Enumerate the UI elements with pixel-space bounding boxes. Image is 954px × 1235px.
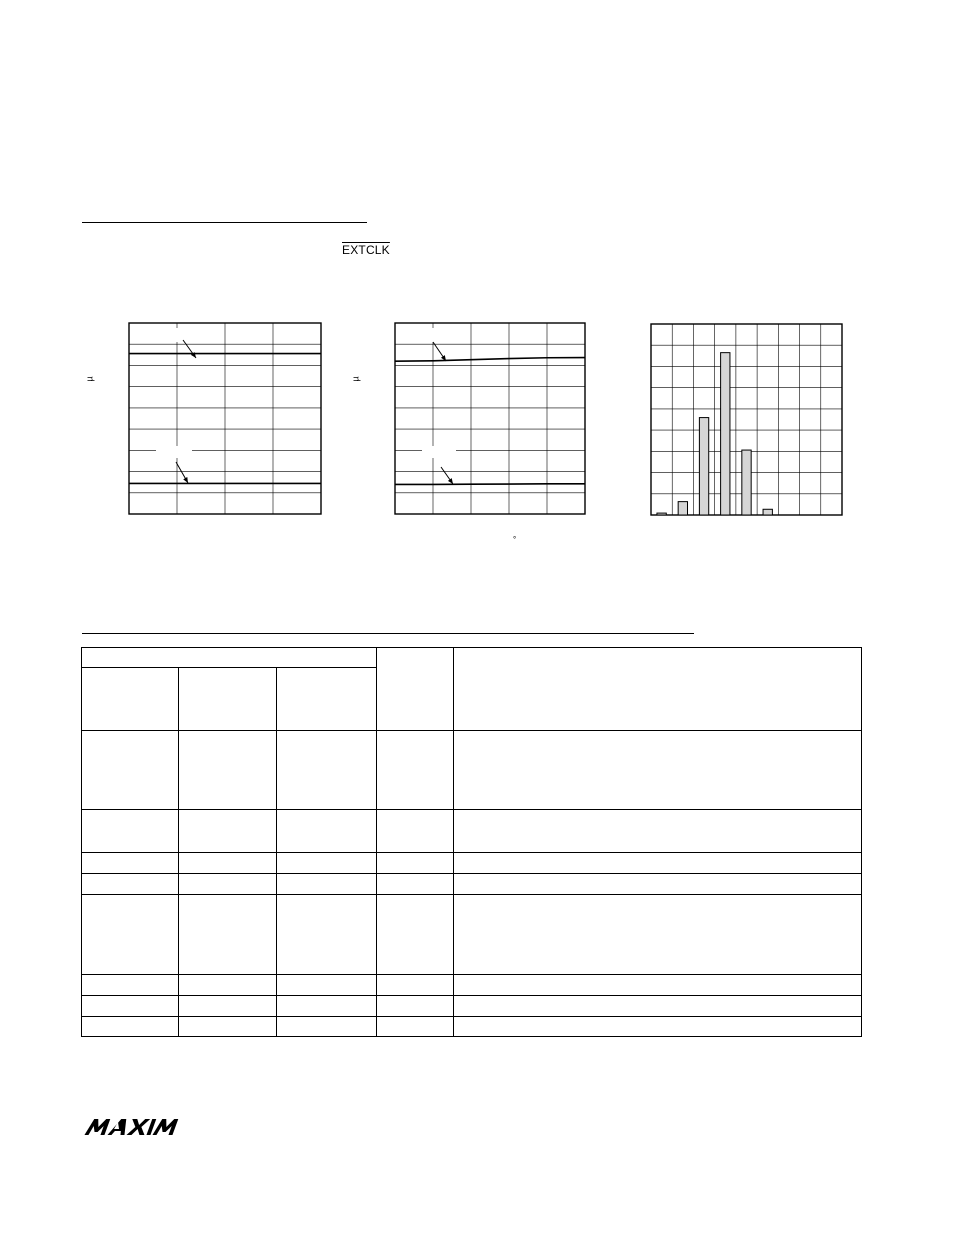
histogram-bar xyxy=(699,418,708,515)
table-cell xyxy=(277,853,377,874)
table-cell xyxy=(179,853,277,874)
chart-middle-y-unit: µ xyxy=(350,376,361,382)
table-cell xyxy=(82,895,179,975)
histogram-bar xyxy=(657,513,666,515)
table-cell xyxy=(377,853,454,874)
histogram-bar xyxy=(742,450,751,515)
table-row xyxy=(82,648,862,668)
plot-frame xyxy=(395,323,585,514)
table-cell xyxy=(82,975,179,996)
table-cell xyxy=(82,1017,179,1037)
table-cell xyxy=(277,996,377,1017)
table-cell xyxy=(82,996,179,1017)
table-cell xyxy=(277,874,377,895)
chart-middle xyxy=(392,320,592,520)
table-row xyxy=(82,1017,862,1037)
table-cell xyxy=(179,810,277,853)
pin-description-table xyxy=(81,647,862,1037)
table-cell xyxy=(454,1017,862,1037)
histogram-bar xyxy=(678,502,687,515)
table-row xyxy=(82,853,862,874)
extclk-label: EXTCLK xyxy=(342,243,390,257)
chart-middle-x-unit: ° xyxy=(513,535,517,544)
table-cell xyxy=(179,874,277,895)
table-row xyxy=(82,731,862,810)
table-cell xyxy=(377,895,454,975)
table-row xyxy=(82,810,862,853)
table-cell xyxy=(454,810,862,853)
table-cell xyxy=(377,1017,454,1037)
table-row xyxy=(82,975,862,996)
table-cell xyxy=(179,731,277,810)
table-cell xyxy=(179,996,277,1017)
annotation-mask xyxy=(156,328,192,342)
table-cell xyxy=(82,874,179,895)
chart-right xyxy=(648,321,848,521)
table-cell xyxy=(377,975,454,996)
table-cell xyxy=(454,975,862,996)
table-cell xyxy=(82,731,179,810)
annotation-arrowhead xyxy=(448,478,453,484)
table-cell xyxy=(179,975,277,996)
table-cell xyxy=(377,810,454,853)
table-cell xyxy=(454,895,862,975)
table-cell xyxy=(377,731,454,810)
histogram-bar xyxy=(763,509,772,515)
table-row xyxy=(82,874,862,895)
table-cell xyxy=(454,853,862,874)
table-cell xyxy=(179,895,277,975)
table-cell xyxy=(377,874,454,895)
section-rule-top xyxy=(82,222,367,223)
table-cell xyxy=(454,996,862,1017)
pin-header-cell xyxy=(82,648,377,668)
table-cell xyxy=(277,1017,377,1037)
table-cell xyxy=(454,731,862,810)
function-header-cell xyxy=(454,648,862,731)
table-cell xyxy=(179,668,277,731)
series-line-2 xyxy=(395,484,585,485)
table-cell xyxy=(277,895,377,975)
annotation-mask xyxy=(422,328,456,342)
series-line-1 xyxy=(395,358,585,362)
table-cell xyxy=(277,810,377,853)
annotation-mask xyxy=(156,446,192,458)
histogram-bar xyxy=(721,353,730,515)
table-cell xyxy=(454,874,862,895)
section-rule-table xyxy=(82,633,694,634)
chart-left-y-unit: µ xyxy=(84,376,95,382)
table-cell xyxy=(179,1017,277,1037)
name-header-cell xyxy=(377,648,454,731)
chart-left xyxy=(126,320,326,520)
table-row xyxy=(82,895,862,975)
maxim-logo xyxy=(84,1117,194,1137)
table-row xyxy=(82,996,862,1017)
table-cell xyxy=(82,853,179,874)
table-cell xyxy=(277,731,377,810)
table-cell xyxy=(277,975,377,996)
annotation-mask xyxy=(422,446,456,458)
table-cell xyxy=(277,668,377,731)
table-cell xyxy=(82,668,179,731)
table-cell xyxy=(377,996,454,1017)
table-cell xyxy=(82,810,179,853)
